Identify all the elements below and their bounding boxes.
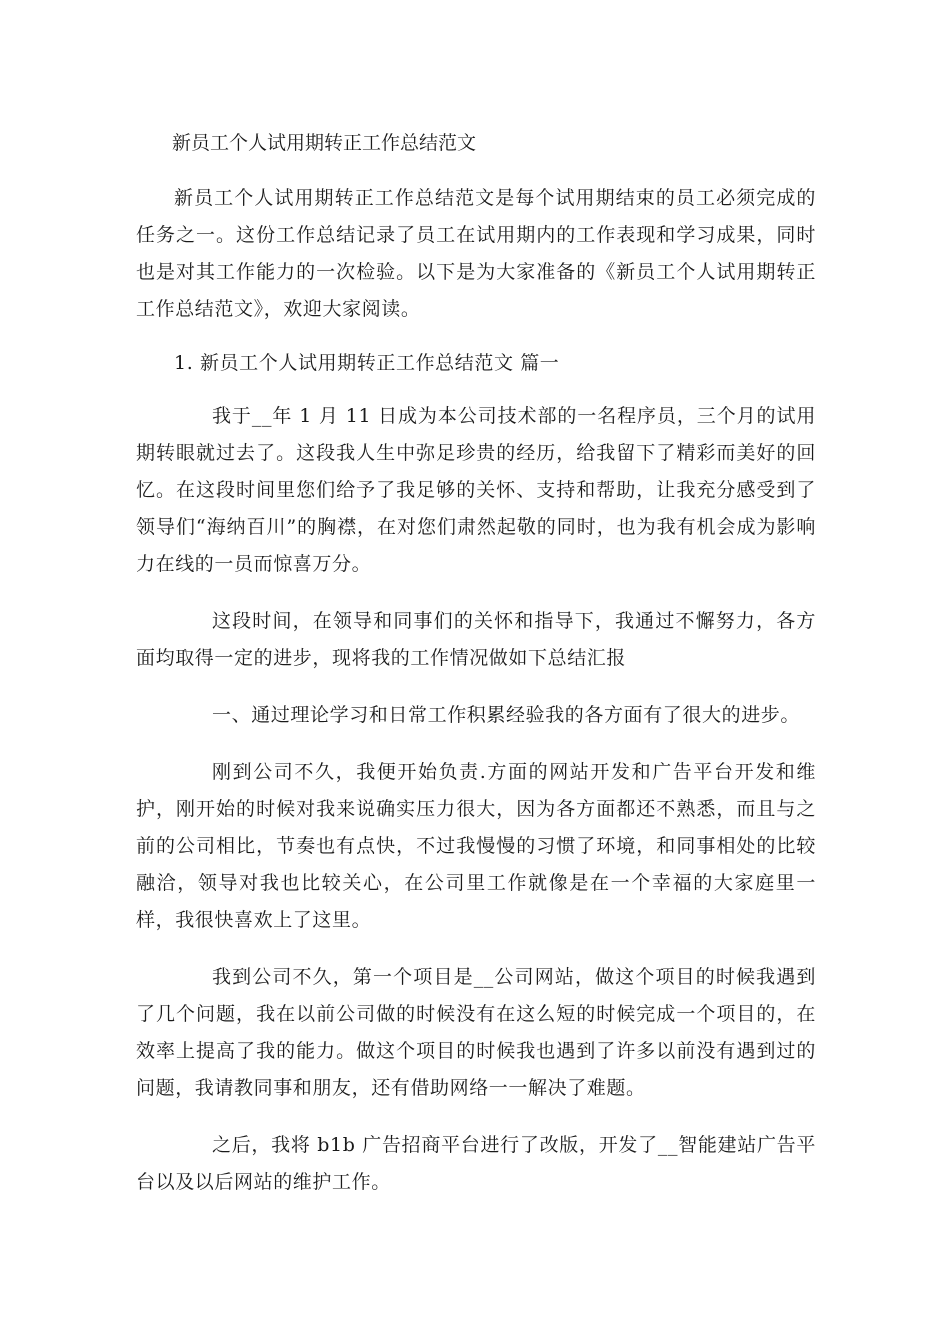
body-paragraph: 之后，我将 b1b 广告招商平台进行了改版，开发了__智能建站广告平台以及以后网站的维护工作。 (136, 1134, 816, 1193)
intro-paragraph: 新员工个人试用期转正工作总结范文是每个试用期结束的员工必须完成的任务之一。这份工作总结记录了员工在试用期内的工作表现和学习成果，同时也是对其工作能力的一次检验。以下是为大家准备的《新员工个人试用期转正工作总结范文》，欢迎大家阅读。 (136, 187, 816, 320)
body-paragraph: 我到公司不久，第一个项目是__公司网站，做这个项目的时候我遇到了几个问题，我在以前公司做的时候没有在这么短的时候完成一个项目的，在效率上提高了我的能力。做这个项目的时候我也遇到了许多以前没有遇到过的问题，我请教同事和朋友，还有借助网络一一解决了难题。 (136, 966, 816, 1099)
section-heading: 1. 新员工个人试用期转正工作总结范文 篇一 (174, 352, 560, 374)
document-title: 新员工个人试用期转正工作总结范文 (172, 132, 477, 154)
body-paragraph: 一、通过理论学习和日常工作积累经验我的各方面有了很大的进步。 (212, 704, 801, 726)
body-paragraph: 刚到公司不久，我便开始负责.方面的网站开发和广告平台开发和维护，刚开始的时候对我来说确实压力很大，因为各方面都还不熟悉，而且与之前的公司相比，节奏也有点快，不过我慢慢的习惯了环境，和同事相处的比较融洽，领导对我也比较关心，在公司里工作就像是在一个幸福的大家庭里一样，我很快喜欢上了这里。 (136, 761, 816, 931)
document-body (136, 128, 816, 1221)
body-paragraph: 我于__年 1 月 11 日成为本公司技术部的一名程序员，三个月的试用期转眼就过去了。这段我人生中弥足珍贵的经历，给我留下了精彩而美好的回忆。在这段时间里您们给予了我足够的关怀、支持和帮助，让我充分感受到了领导们“海纳百川”的胸襟，在对您们肃然起敬的同时，也为我有机会成为影响力在线的一员而惊喜万分。 (136, 405, 816, 575)
body-paragraph: 这段时间，在领导和同事们的关怀和指导下，我通过不懈努力，各方面均取得一定的进步，现将我的工作情况做如下总结汇报 (136, 610, 816, 669)
